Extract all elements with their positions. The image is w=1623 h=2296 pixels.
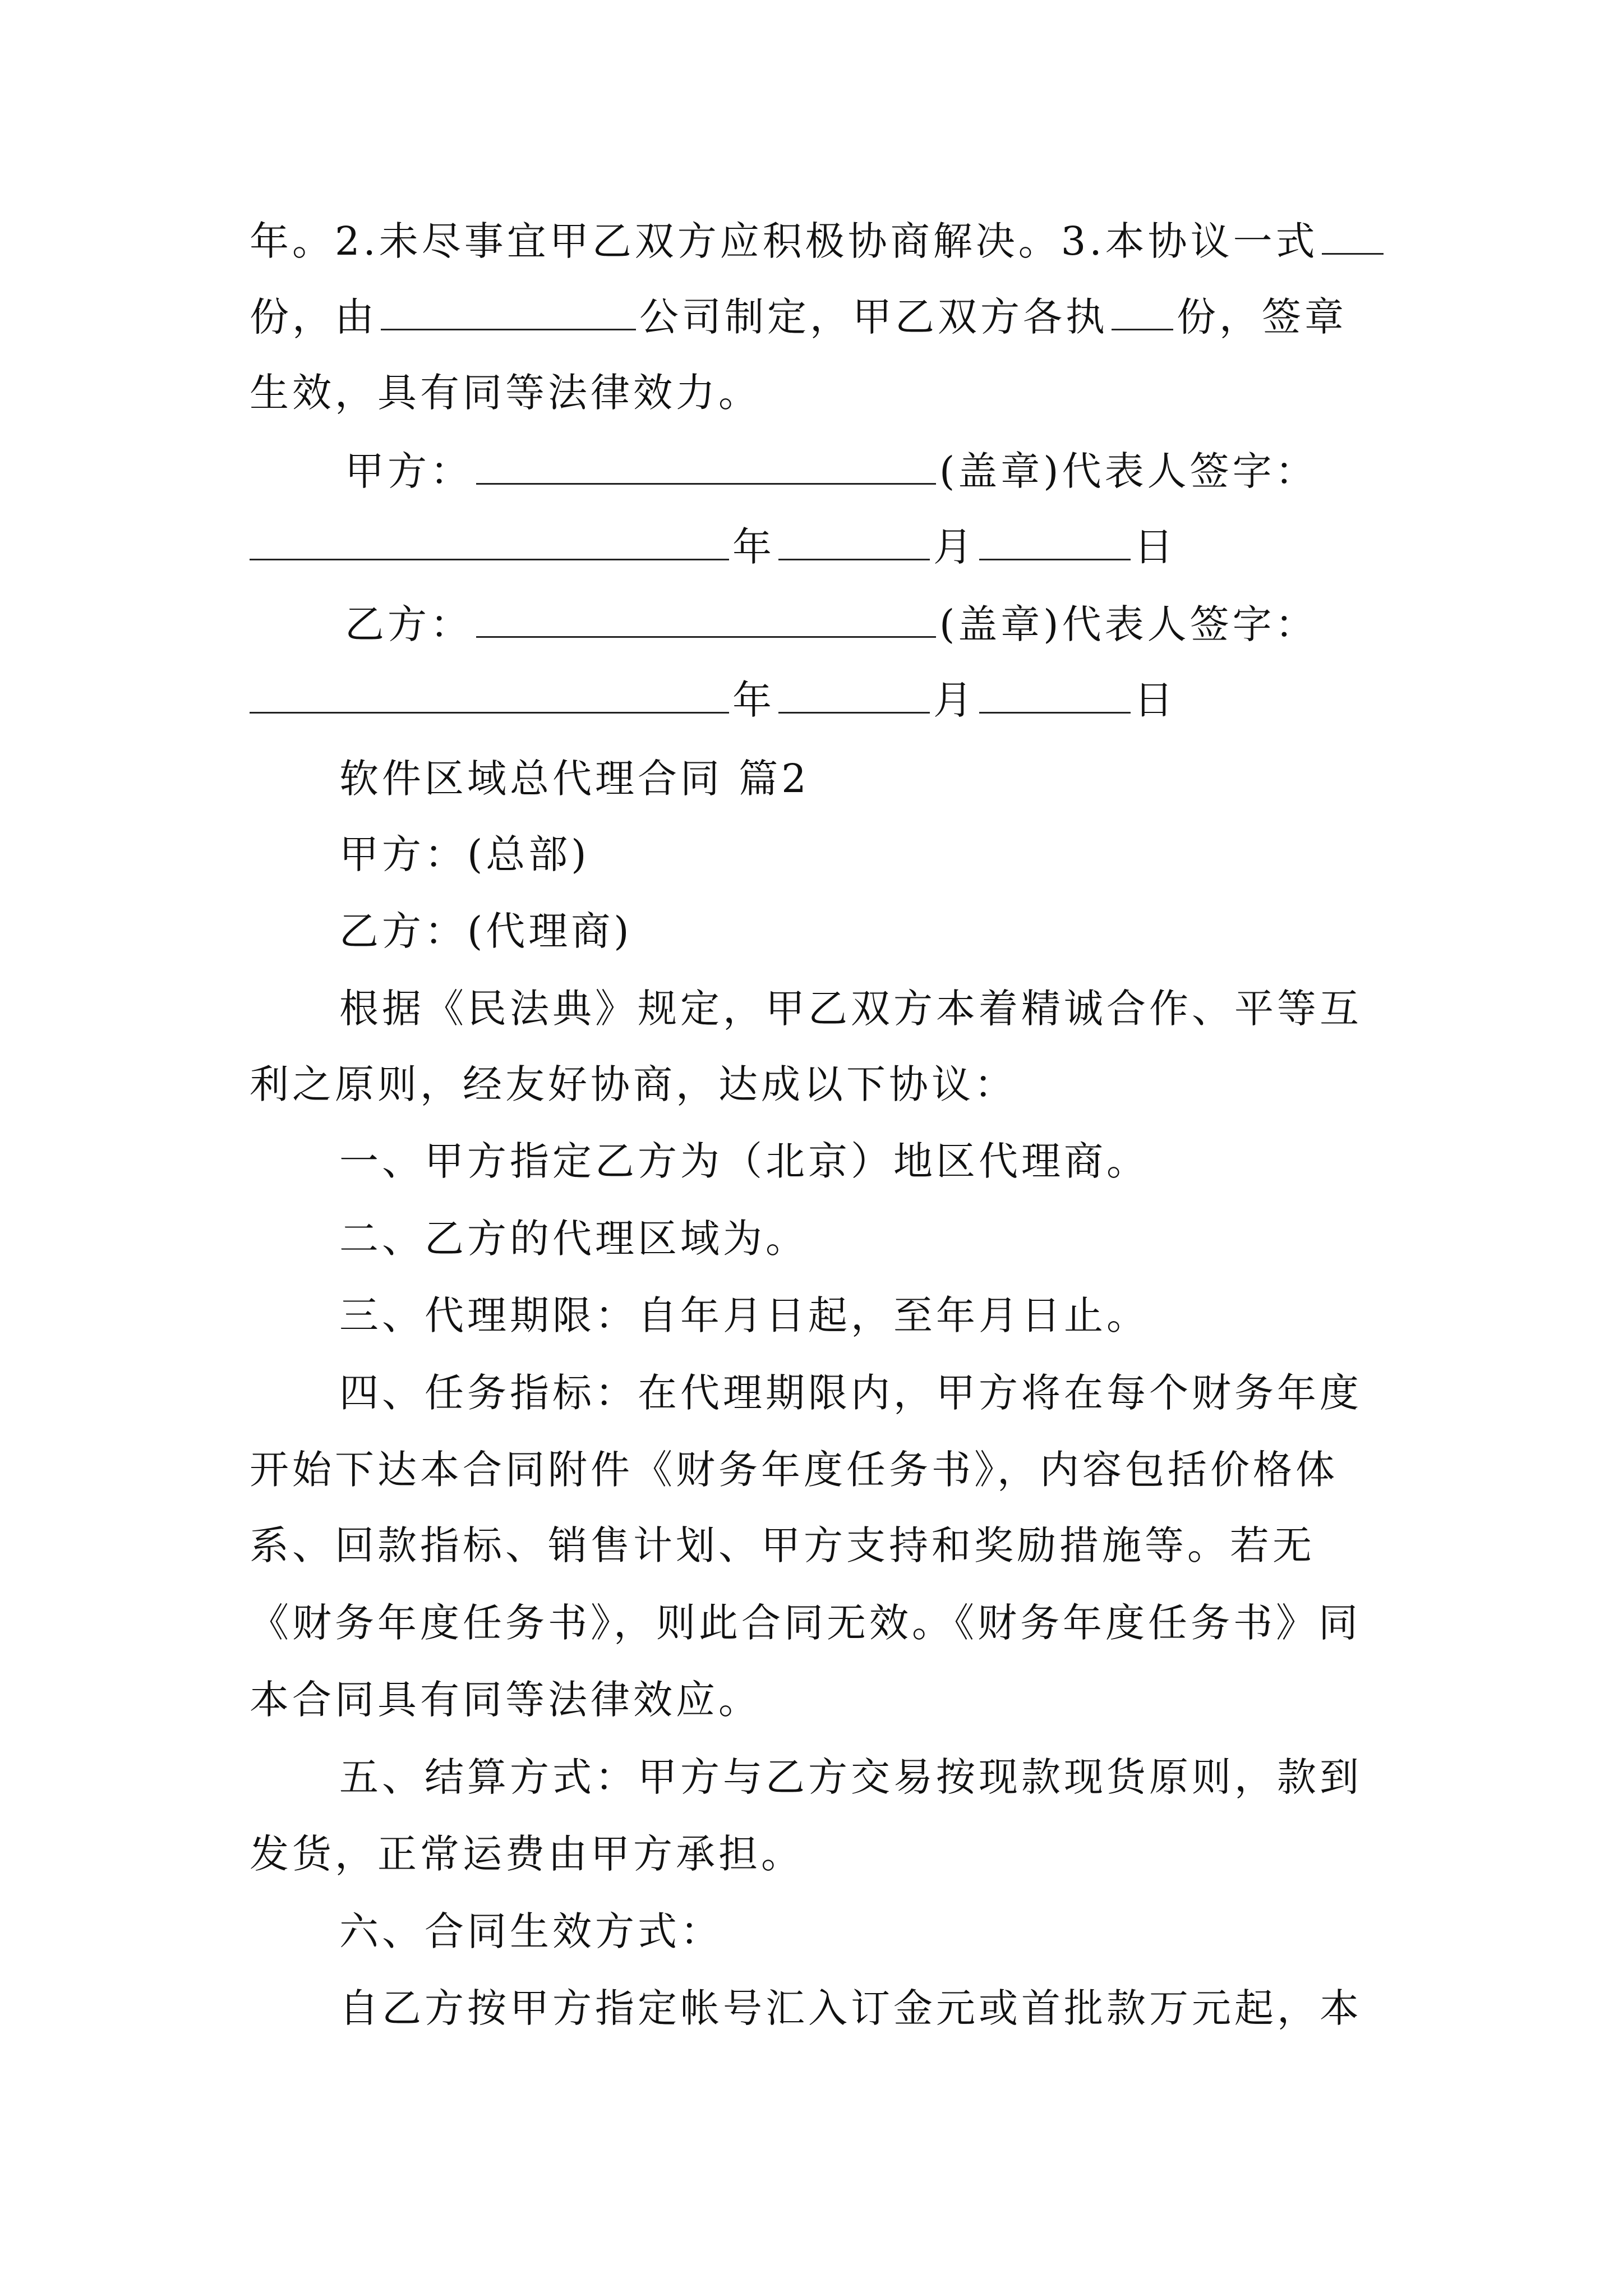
paragraph-line [250,289,1347,345]
fill-blank [979,524,1131,560]
party-a-date-line [250,519,1177,575]
fill-blank [778,524,930,560]
intro-line-1: 根据《民法典》规定，甲乙双方本着精诚合作、平等互 [339,986,1362,1032]
fill-blank [1112,294,1173,330]
party-a-line [345,443,1318,499]
clause-5-line-1: 五、结算方式：甲方与乙方交易按现款现货原则，款到 [339,1754,1362,1800]
party-a-header: 甲方：(总部) [339,831,590,877]
party-b-date-line [250,672,1177,728]
fill-blank [476,448,936,485]
paragraph-line [250,213,1387,269]
party-b-seal-label: (盖章)代表人签字： [939,601,1318,647]
fill-blank [1322,218,1384,255]
party-a-seal-label: (盖章)代表人签字： [939,448,1318,494]
fill-blank [381,294,636,330]
text-span: 年。2.未尽事宜甲乙双方应积极协商解决。3.本协议一式 [250,218,1318,264]
clause-4-line-5: 本合同具有同等法律效应。 [250,1677,761,1723]
day-label: 日 [1134,524,1177,570]
clause-2: 二、乙方的代理区域为。 [339,1216,808,1262]
fill-blank [476,601,936,638]
clause-4-line-1: 四、任务指标：在代理期限内，甲方将在每个财务年度 [339,1370,1362,1416]
clause-4-line-4: 《财务年度任务书》，则此合同无效。《财务年度任务书》同 [250,1600,1361,1646]
intro-line-2: 利之原则，经友好协商，达成以下协议： [250,1061,1017,1107]
fill-blank [250,677,729,714]
clause-6: 六、合同生效方式： [339,1908,723,1954]
clause-3: 三、代理期限：自年月日起，至年月日止。 [339,1292,1149,1338]
clause-1: 一、甲方指定乙方为（北京）地区代理商。 [339,1138,1149,1184]
fill-blank [778,677,930,714]
section-title: 软件区域总代理合同 篇2 [339,756,810,802]
paragraph-line [250,365,761,421]
year-label: 年 [732,524,775,570]
year-label: 年 [732,677,775,723]
party-b-header: 乙方：(代理商) [339,908,633,954]
day-label: 日 [1134,677,1177,723]
text-span: 公司制定，甲乙双方各执 [639,294,1108,340]
clause-4-line-2: 开始下达本合同附件《财务年度任务书》，内容包括价格体 [250,1447,1338,1493]
text-span: 生效，具有同等法律效力。 [250,370,761,416]
party-b-label: 乙方： [345,601,473,647]
party-a-label: 甲方： [345,448,473,494]
month-label: 月 [933,677,976,723]
fill-blank [979,677,1131,714]
clause-5-line-2: 发货，正常运费由甲方承担。 [250,1831,804,1877]
text-span: 份，签章 [1177,294,1347,340]
clause-4-line-3: 系、回款指标、销售计划、甲方支持和奖励措施等。若无 [250,1522,1315,1568]
clause-6-line-1: 自乙方按甲方指定帐号汇入订金元或首批款万元起，本 [339,1985,1362,2031]
fill-blank [250,524,729,560]
month-label: 月 [933,524,976,570]
text-span: 份，由 [250,294,377,340]
party-b-line [345,596,1318,652]
